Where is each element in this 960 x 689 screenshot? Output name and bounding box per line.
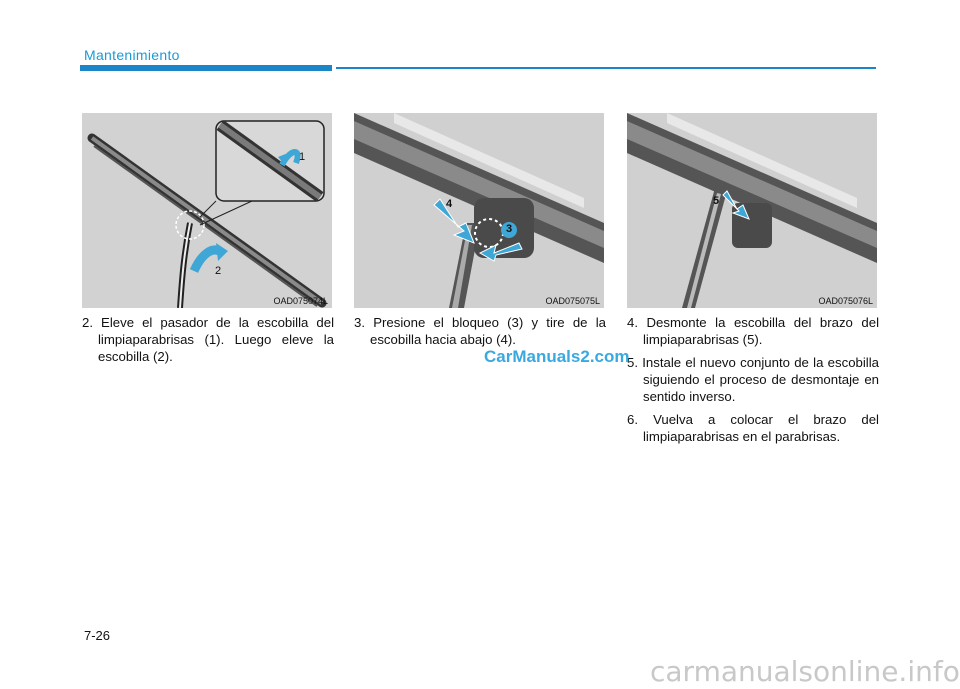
watermark-carmanuals2[interactable]: CarManuals2.com bbox=[484, 347, 630, 366]
header-rule-thick bbox=[80, 65, 332, 71]
callout-2: 2 bbox=[215, 265, 222, 277]
step-6: 6. Vuelva a colocar el brazo del limpiaparabrisas en el parabrisas. bbox=[627, 412, 879, 444]
step-3: 3. Presione el bloqueo (3) y tire de la escobilla hacia abajo (4). bbox=[354, 315, 607, 347]
page-number: 7-26 bbox=[84, 628, 111, 643]
wiper-illustration-2 bbox=[354, 113, 604, 308]
header-rule-thin bbox=[336, 67, 876, 69]
figure-remove-blade bbox=[627, 113, 877, 308]
step-4: 4. Desmonte la escobilla del brazo del limpiaparabrisas (5). bbox=[627, 315, 880, 347]
wiper-illustration-3 bbox=[627, 113, 877, 308]
watermark-carmanualsonline[interactable]: carmanualsonline.info bbox=[650, 655, 960, 688]
figure-code: OAD075075L bbox=[545, 296, 600, 306]
figure-code: OAD075074L bbox=[273, 296, 328, 306]
step-5: 5. Instale el nuevo conjunto de la escobilla siguiendo el proceso de desmontaje en sentido inverso. bbox=[627, 355, 879, 404]
callout-1: 1 bbox=[299, 151, 306, 163]
instructions-column-3 bbox=[627, 314, 879, 451]
callout-3: 3 bbox=[506, 223, 513, 235]
figure-code: OAD075076L bbox=[818, 296, 873, 306]
callout-4: 4 bbox=[446, 198, 453, 210]
instructions-column-1 bbox=[82, 314, 334, 371]
wiper-illustration-1 bbox=[82, 113, 332, 308]
callout-5: 5 bbox=[713, 195, 720, 207]
section-title: Mantenimiento bbox=[84, 47, 180, 63]
figure-press-lock bbox=[354, 113, 604, 308]
step-2: 2. Eleve el pasador de la escobilla del limpiaparabrisas (1). Luego eleve la escobilla (2). bbox=[82, 315, 334, 364]
figure-lift-wiper-blade bbox=[82, 113, 332, 308]
